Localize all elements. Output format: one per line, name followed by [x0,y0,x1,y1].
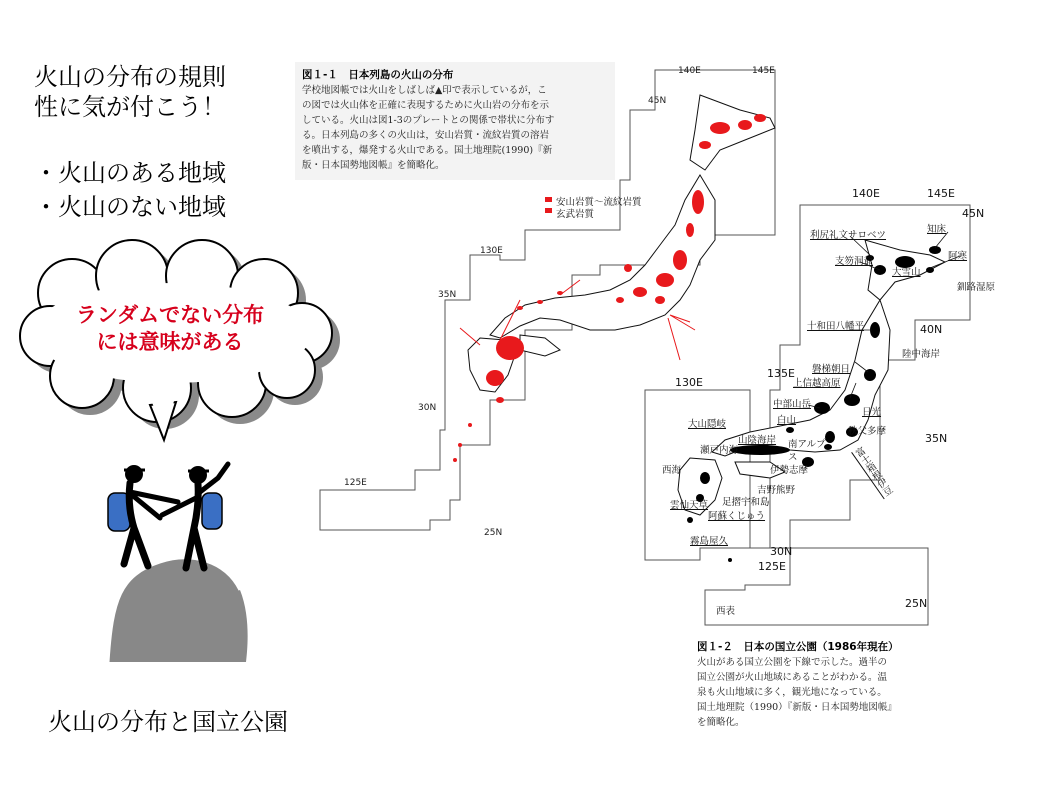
park-label: 十和田八幡平 [807,321,865,332]
slide-bottom-caption: 火山の分布と国立公園 [48,708,288,736]
fig2-caption-line: を簡略化。 [697,717,745,728]
park-label: 阿寒 [948,251,968,262]
fig1-coord-130e: 130E [480,246,503,256]
park-label: 日光 [862,407,882,418]
fig2-coord-130e: 130E [675,376,703,389]
fig2-caption-line: 火山がある国立公園を下線で示した。過半の [697,657,888,668]
park-label: 知床 [927,224,947,235]
park-label: 支笏洞爺 [835,256,874,267]
park-label: 瀬戸内海 [700,445,739,456]
fig2-coord-135e: 135E [767,367,795,380]
park-label: 釧路湿原 [957,282,996,293]
fig2-coord-145e: 145E [927,187,955,200]
fig2-coord-140e: 140E [852,187,880,200]
park-label: 伊勢志摩 [770,465,809,476]
park-label: 大山隠岐 [688,419,727,430]
park-label: 西表 [716,606,736,617]
fig2-coord-25n: 25N [905,597,928,610]
fig2-caption-line: 国土地理院（1990）『新版・日本国勢地図帳』 [697,702,897,713]
fig2-caption-line: 国立公園が火山地域にあることがわかる。温 [697,672,888,683]
fig2-coord-40n: 40N [920,323,943,336]
bubble-line-2: には意味がある [96,330,244,354]
park-label: 南アルプス [788,439,826,463]
park-label: 利尻礼文サロベツ [810,230,887,241]
fig2-coord-45n: 45N [962,207,985,220]
park-label: 霧島屋久 [690,536,729,547]
park-label: 雲仙天草 [670,500,709,511]
bubble-line-1: ランダムでない分布 [75,303,265,327]
park-label: 足摺宇和島 [722,497,770,508]
fig1-coord-35n: 35N [438,290,457,300]
park-label: 西海 [662,465,682,476]
fig1-title: 図１-１ 日本列島の火山の分布 [302,69,454,81]
fig1-coord-25n: 25N [484,528,503,538]
fig1-caption-line: を噴出する，爆発する火山である。国土地理院(1990)『新 [302,145,553,156]
fig2-caption [697,640,899,730]
fig1-caption-line: 版・日本国勢地図帳』を簡略化。 [302,160,445,171]
park-label: 大雪山 [892,267,921,278]
title-line-1: 火山の分布の規則 [34,63,226,91]
fig1-caption-line: 学校地図帳では火山をしばしば▲印で表示しているが，こ [302,85,547,96]
fig1-coord-30n: 30N [418,403,437,413]
park-label: 秩父多摩 [848,426,887,437]
fig2-title: 図１-２ 日本の国立公園（1986年現在） [697,641,899,653]
fig1-coord-140e: 140E [678,66,701,76]
park-label: 陸中海岸 [902,349,941,360]
fig2-coord-30n: 30N [770,545,793,558]
park-label: 富士箱根伊豆 [852,445,894,499]
park-label: 上信越高原 [793,378,841,389]
park-label: 山陰海岸 [738,435,777,446]
legend-basalt-label: 玄武岩質 [556,209,595,220]
fig1-caption-line: の図では火山体を正確に表現するために火山岩の分布を示 [302,100,550,111]
fig1-coord-45n: 45N [648,96,667,106]
bullet-volcanic-region: ・火山のある地域 [34,159,226,187]
title-line-2: 性に気が付こう！ [34,93,226,121]
bullet-non-volcanic-region: ・火山のない地域 [34,193,226,221]
park-label: 磐梯朝日 [812,364,851,375]
park-label: 阿蘇くじゅう [708,511,766,522]
park-label: 白山 [777,415,797,426]
fig1-coord-125e: 125E [344,478,367,488]
fig2-caption-line: 泉も火山地域に多く，観光地になっている。 [697,687,887,698]
fig2-coord-35n: 35N [925,432,948,445]
fig1-caption-line: る。日本列島の多くの火山は，安山岩質・流紋岩質の溶岩 [302,130,550,141]
fig1-coord-145e: 145E [752,66,775,76]
park-label: 中部山岳 [773,399,812,410]
park-label: 吉野熊野 [757,485,796,496]
fig1-caption-line: している。火山は図1-3のプレートとの関係で帯状に分布す [302,115,555,126]
fig2-coord-125e: 125E [758,560,786,573]
legend-andesite-label: 安山岩質～流紋岩質 [556,197,642,208]
